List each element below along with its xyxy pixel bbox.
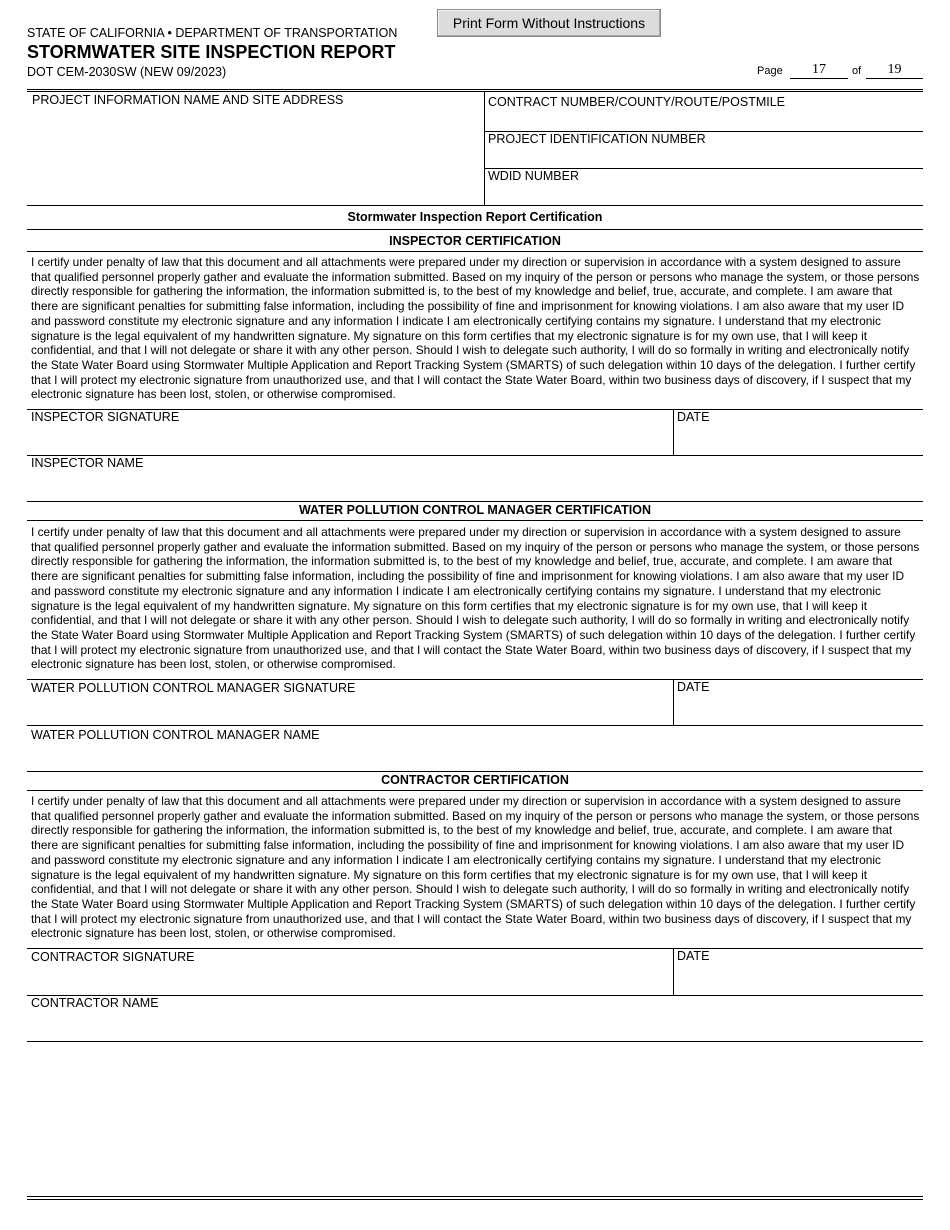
wpcm-date-divider (673, 679, 674, 725)
agency-line: STATE OF CALIFORNIA • DEPARTMENT OF TRANSPORTATION (27, 26, 398, 40)
wpcm-signature-label: WATER POLLUTION CONTROL MANAGER SIGNATURE (31, 681, 356, 695)
contract-number-label: CONTRACT NUMBER/COUNTY/ROUTE/POSTMILE (488, 95, 786, 109)
contract-number-input[interactable] (487, 110, 923, 130)
inspector-heading-rule (27, 251, 923, 252)
contractor-date-input[interactable] (676, 965, 923, 991)
inspector-cert-heading: INSPECTOR CERTIFICATION (389, 234, 561, 248)
page-total-field[interactable]: 19 (866, 62, 923, 79)
inspector-date-label: DATE (677, 410, 710, 424)
contractor-cert-statement: I certify under penalty of law that this document and all attachments were prepared under my direction or supervision in accordance with a system designed to assure that qualified personnel properly gather and evaluate the information submitted. Based on my inquiry of the person or persons who manage the system, or those persons directly responsible for gathering the information, the information submitted is, to the best of my knowledge and belief, true, accurate, and complete. I am aware that there are significant penalties for submitting false information, including the possibility of fine and imprisonment for knowing violations. I am also aware that my user ID and password constitute my electronic signature and any information I indicate I am electronically certifying contains my signature. I understand that my electronic signature is the legal equivalent of my handwritten signature. My signature on this form certifies that my electronic signature is for my own use, that I will keep it confidential, and that I will not delegate or share it with any other person. Should I wish to delegate such authority, I will do so formally in writing and electronically notify the State Water Board using Stormwater Multiple Application and Report Tracking System (SMARTS) of such delegation within 10 days of the delegation. I further certify that I will protect my electronic signature from unauthorized use, and that I will contact the State Water Board, within two business days of discovery, if I suspect that my electronic signature has been lost, stolen, or otherwise compromised. (31, 794, 920, 941)
contractor-heading-rule (27, 790, 923, 791)
form-id: DOT CEM-2030SW (NEW 09/2023) (27, 65, 227, 79)
bottom-rule (27, 1196, 923, 1197)
project-divider (484, 92, 485, 205)
wpcm-name-input[interactable] (30, 743, 922, 769)
top-rule (27, 89, 923, 90)
page-of-label: of (852, 65, 862, 77)
cert-heading-rule (27, 229, 923, 230)
contractor-cert-heading: CONTRACTOR CERTIFICATION (381, 773, 569, 787)
wpcm-signature-input[interactable] (30, 696, 672, 722)
inspector-signature-label: INSPECTOR SIGNATURE (31, 410, 180, 424)
contractor-signature-input[interactable] (30, 965, 672, 991)
inspector-name-rule (27, 501, 923, 502)
wpcm-signature-rule (27, 725, 923, 726)
inspector-cert-statement: I certify under penalty of law that this document and all attachments were prepared under my direction or supervision in accordance with a system designed to assure that qualified personnel properly gather and evaluate the information submitted. Based on my inquiry of the person or persons who manage the system, or those persons directly responsible for gathering the information, the information submitted is, to the best of my knowledge and belief, true, accurate, and complete. I am aware that there are significant penalties for submitting false information, including the possibility of fine and imprisonment for knowing violations. I am also aware that my user ID and password constitute my electronic signature and any information I indicate I am electronically certifying contains my signature. I understand that my electronic signature is the legal equivalent of my handwritten signature. My signature on this form certifies that my electronic signature is for my own use, that I will keep it confidential, and that I will not delegate or share it with any other person. Should I wish to delegate such authority, I will do so formally in writing and electronically notify the State Water Board using Stormwater Multiple Application and Report Tracking System (SMARTS) of such delegation within 10 days of the delegation. I further certify that I will protect my electronic signature from unauthorized use, and that I will contact the State Water Board, within two business days of discovery, if I suspect that my electronic signature has been lost, stolen, or otherwise compromised. (31, 255, 920, 402)
wpcm-date-input[interactable] (676, 696, 923, 722)
inspector-name-input[interactable] (30, 472, 922, 498)
wpcm-name-rule (27, 771, 923, 772)
certification-heading: Stormwater Inspection Report Certification (347, 210, 603, 224)
print-form-button[interactable]: Print Form Without Instructions (437, 9, 661, 37)
bottom-rule-inner (27, 1199, 923, 1200)
project-bottom-rule (27, 205, 923, 206)
contractor-date-divider (673, 948, 674, 995)
contractor-name-rule (27, 1041, 923, 1042)
page-label: Page (757, 65, 783, 77)
wpcm-cert-statement: I certify under penalty of law that this document and all attachments were prepared under my direction or supervision in accordance with a system designed to assure that qualified personnel properly gather and evaluate the information submitted. Based on my inquiry of the person or persons who manage the system, or those persons directly responsible for gathering the information, the information submitted is, to the best of my knowledge and belief, true, accurate, and complete. I am aware that there are significant penalties for submitting false information, including the possibility of fine and imprisonment for knowing violations. I am also aware that my user ID and password constitute my electronic signature and any information I indicate I am electronically certifying contains my signature. I understand that my electronic signature is the legal equivalent of my handwritten signature. My signature on this form certifies that my electronic signature is for my own use, that I will keep it confidential, and that I will not delegate or share it with any other person. Should I wish to delegate such authority, I will do so formally in writing and electronically notify the State Water Board using Stormwater Multiple Application and Report Tracking System (SMARTS) of such delegation within 10 days of the delegation. I further certify that I will protect my electronic signature from unauthorized use, and that I will contact the State Water Board, within two business days of discovery, if I suspect that my electronic signature has been lost, stolen, or otherwise compromised. (31, 525, 920, 672)
contractor-signature-rule (27, 995, 923, 996)
contractor-name-label: CONTRACTOR NAME (31, 996, 159, 1010)
project-info-label: PROJECT INFORMATION NAME AND SITE ADDRESS (32, 93, 344, 107)
inspector-signature-rule (27, 455, 923, 456)
wpcm-statement-rule (27, 679, 923, 680)
wpcm-cert-heading: WATER POLLUTION CONTROL MANAGER CERTIFICATION (298, 503, 652, 517)
inspector-date-input[interactable] (676, 426, 923, 452)
project-id-label: PROJECT IDENTIFICATION NUMBER (488, 132, 706, 146)
inspector-signature-input[interactable] (30, 426, 672, 452)
wdid-input[interactable] (487, 184, 923, 204)
form-title: STORMWATER SITE INSPECTION REPORT (27, 42, 396, 62)
page-number-field[interactable]: 17 (790, 62, 848, 79)
inspector-date-divider (673, 409, 674, 455)
contractor-date-label: DATE (677, 949, 710, 963)
wdid-label: WDID NUMBER (488, 169, 579, 183)
contractor-statement-rule (27, 948, 923, 949)
inspector-name-label: INSPECTOR NAME (31, 456, 144, 470)
contractor-name-input[interactable] (30, 1012, 922, 1038)
wpcm-date-label: DATE (677, 680, 710, 694)
project-id-input[interactable] (487, 147, 923, 167)
project-info-input[interactable] (30, 108, 484, 206)
top-rule-inner (27, 91, 923, 92)
wpcm-name-label: WATER POLLUTION CONTROL MANAGER NAME (31, 728, 320, 742)
contractor-signature-label: CONTRACTOR SIGNATURE (31, 950, 195, 964)
wpcm-heading-rule (27, 520, 923, 521)
